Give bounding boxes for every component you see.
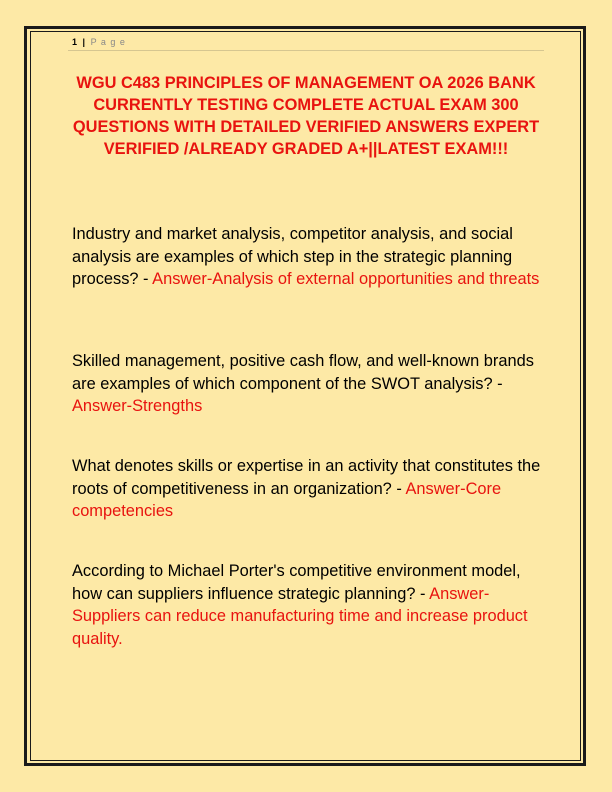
page-separator: | bbox=[82, 37, 87, 47]
question-text: What denotes skills or expertise in an activity that constitutes the roots of competitiveness in an organization? - bbox=[72, 457, 541, 498]
document-title: WGU C483 PRINCIPLES OF MANAGEMENT OA 2026 BANK CURRENTLY TESTING COMPLETE ACTUAL EXAM 300 QUESTIONS WITH DETAILED VERIFIED ANSWERS EXPERT VERIFIED /ALREADY GRADED A+||LATEST EXAM!!! bbox=[72, 74, 540, 158]
answer-text: Answer-Analysis of external opportunities and threats bbox=[152, 270, 540, 288]
page-word: P a g e bbox=[90, 37, 126, 47]
answer-text: Answer-Core competencies bbox=[72, 479, 502, 520]
page-header bbox=[72, 37, 126, 47]
page-number: 1 bbox=[72, 37, 79, 47]
qa-item bbox=[72, 223, 542, 291]
question-text: Skilled management, positive cash flow, and well-known brands are examples of which component of the SWOT analysis? - bbox=[72, 352, 534, 393]
qa-item bbox=[72, 560, 542, 650]
qa-item bbox=[72, 455, 542, 523]
question-text: According to Michael Porter's competitive environment model, how can suppliers influence strategic planning? - bbox=[72, 562, 521, 603]
question-text: Industry and market analysis, competitor analysis, and social analysis are examples of which step in the strategic planning process? - bbox=[72, 225, 513, 288]
header-rule bbox=[68, 50, 544, 51]
answer-text: Answer-Suppliers can reduce manufacturing time and increase product quality. bbox=[72, 584, 528, 648]
answer-text: Answer-Strengths bbox=[72, 397, 203, 415]
qa-item bbox=[72, 350, 542, 418]
